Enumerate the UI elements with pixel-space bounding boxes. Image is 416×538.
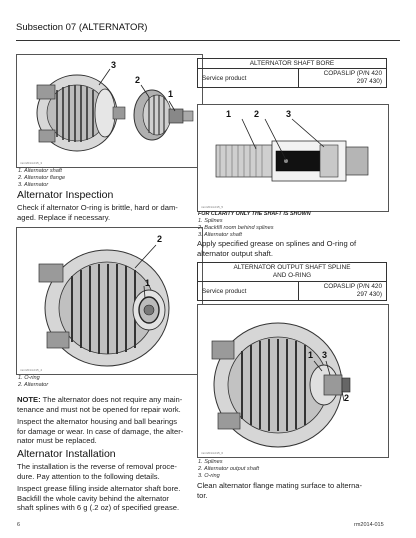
note-paragraph (17, 395, 205, 414)
legend-item: 1. Splines (198, 459, 223, 465)
text-line: alternator output shaft. (197, 248, 273, 258)
text-line: dure. Pay attention to the following details. (17, 471, 160, 481)
alternator-exploded-illustration (17, 55, 202, 167)
table-title: ALTERNATOR SHAFT BORE (198, 59, 387, 69)
alternator-oring-illustration (17, 228, 202, 374)
figure-alternator-oring (16, 227, 203, 375)
callout-2: 2 (135, 75, 141, 85)
callout-3: 3 (286, 109, 292, 119)
legend-item: 2. Alternator output shaft (198, 465, 260, 472)
text-line: Inspect grease filling inside alternator shaft bore. (17, 484, 181, 493)
text-line: Clean alternator flange mating surface to alterna- (197, 481, 363, 490)
document-code: rm2014-015 (354, 522, 384, 528)
note-label: NOTE: (17, 395, 41, 404)
text-line: AND O-RING (272, 272, 312, 279)
inspect-housing-paragraph (17, 417, 205, 446)
shaft-section-illustration (198, 105, 388, 211)
service-product-value (299, 69, 387, 88)
table-output-shaft-spline (197, 262, 387, 301)
text-line: Inspect the alternator housing and ball bearings (17, 417, 177, 426)
legend-item: 1. O-ring (18, 375, 40, 381)
callout-1: 1 (226, 109, 232, 119)
figure-shaft-section (197, 104, 389, 212)
text-line: nator must be replaced. (17, 436, 97, 446)
figure-id: mmr2014-015_5 (201, 205, 224, 209)
installation-paragraph-2 (17, 484, 205, 513)
page-header: Subsection 07 (ALTERNATOR) (16, 22, 148, 33)
callout-1: 1 (168, 89, 174, 99)
text-line: The installation is the reverse of removal proce- (17, 462, 177, 471)
text-line: tenance and must not be opened for repair work. (17, 404, 181, 414)
figure-id: mmr2014-015_4 (20, 368, 43, 372)
figure-1-legend (18, 168, 65, 188)
apply-grease-paragraph (197, 239, 397, 258)
figure-3-legend (198, 218, 274, 238)
callout-3: 3 (111, 60, 117, 70)
figure-id: mmr2014-015_6 (201, 451, 224, 455)
table-alternator-shaft-bore (197, 58, 387, 88)
service-product-label: Service product (198, 282, 299, 301)
service-product-label: Service product (198, 69, 299, 88)
text-line: Backfill the whole cavity behind the alternator (17, 493, 169, 503)
text-line: Check if alternator O-ring is brittle, hard or dam- (17, 203, 178, 212)
table-title (198, 263, 387, 282)
legend-item: 2. Backfill room behind splines (198, 224, 274, 231)
legend-item: 3. Alternator shaft (198, 231, 242, 238)
alternator-output-shaft-illustration (198, 305, 388, 457)
legend-item: 2. Alternator (18, 381, 49, 388)
callout-1: 1 (145, 278, 151, 288)
inspection-paragraph (17, 203, 202, 222)
figure-4-legend (198, 459, 259, 479)
callout-3: 3 (322, 350, 328, 360)
page-number: 6 (17, 522, 21, 528)
text-line: 297 430) (356, 78, 382, 85)
figure-id: mmr2014-015_3 (20, 161, 43, 165)
heading-alternator-installation: Alternator Installation (17, 448, 116, 460)
header-rule (16, 40, 400, 41)
service-product-value (299, 282, 387, 301)
legend-item: 3. O-ring (198, 472, 220, 479)
text-line: The alternator does not require any main- (40, 395, 183, 404)
text-line: Apply specified grease on splines and O-ring of (197, 239, 357, 248)
legend-item: 1. Splines (198, 218, 223, 224)
text-line: shaft splines with 6 g (.2 oz) of specified grease. (17, 503, 180, 513)
legend-item: 2. Alternator flange (18, 174, 66, 181)
legend-item: 1. Alternator shaft (18, 168, 62, 174)
text-line: COPASLIP (P/N 420 (323, 283, 382, 290)
clarity-note: FOR CLARITY ONLY THE SHAFT IS SHOWN (198, 211, 311, 217)
legend-item: 3. Alternator (18, 181, 49, 188)
clean-flange-paragraph (197, 481, 402, 500)
text-line: COPASLIP (P/N 420 (323, 70, 382, 77)
callout-2: 2 (254, 109, 260, 119)
callout-2: 2 (344, 393, 350, 403)
figure-alternator-output-shaft (197, 304, 389, 458)
text-line: ALTERNATOR OUTPUT SHAFT SPLINE (233, 264, 351, 271)
text-line: for damage or wear. In case of damage, the alter- (17, 426, 184, 436)
text-line: 297 430) (356, 291, 382, 298)
callout-1: 1 (308, 350, 314, 360)
text-line: aged. Replace if necessary. (17, 212, 111, 222)
installation-paragraph-1 (17, 462, 205, 481)
figure-alternator-exploded (16, 54, 203, 168)
heading-alternator-inspection: Alternator Inspection (17, 189, 114, 201)
text-line: tor. (197, 490, 208, 500)
figure-2-legend (18, 375, 48, 389)
callout-2: 2 (157, 234, 163, 244)
